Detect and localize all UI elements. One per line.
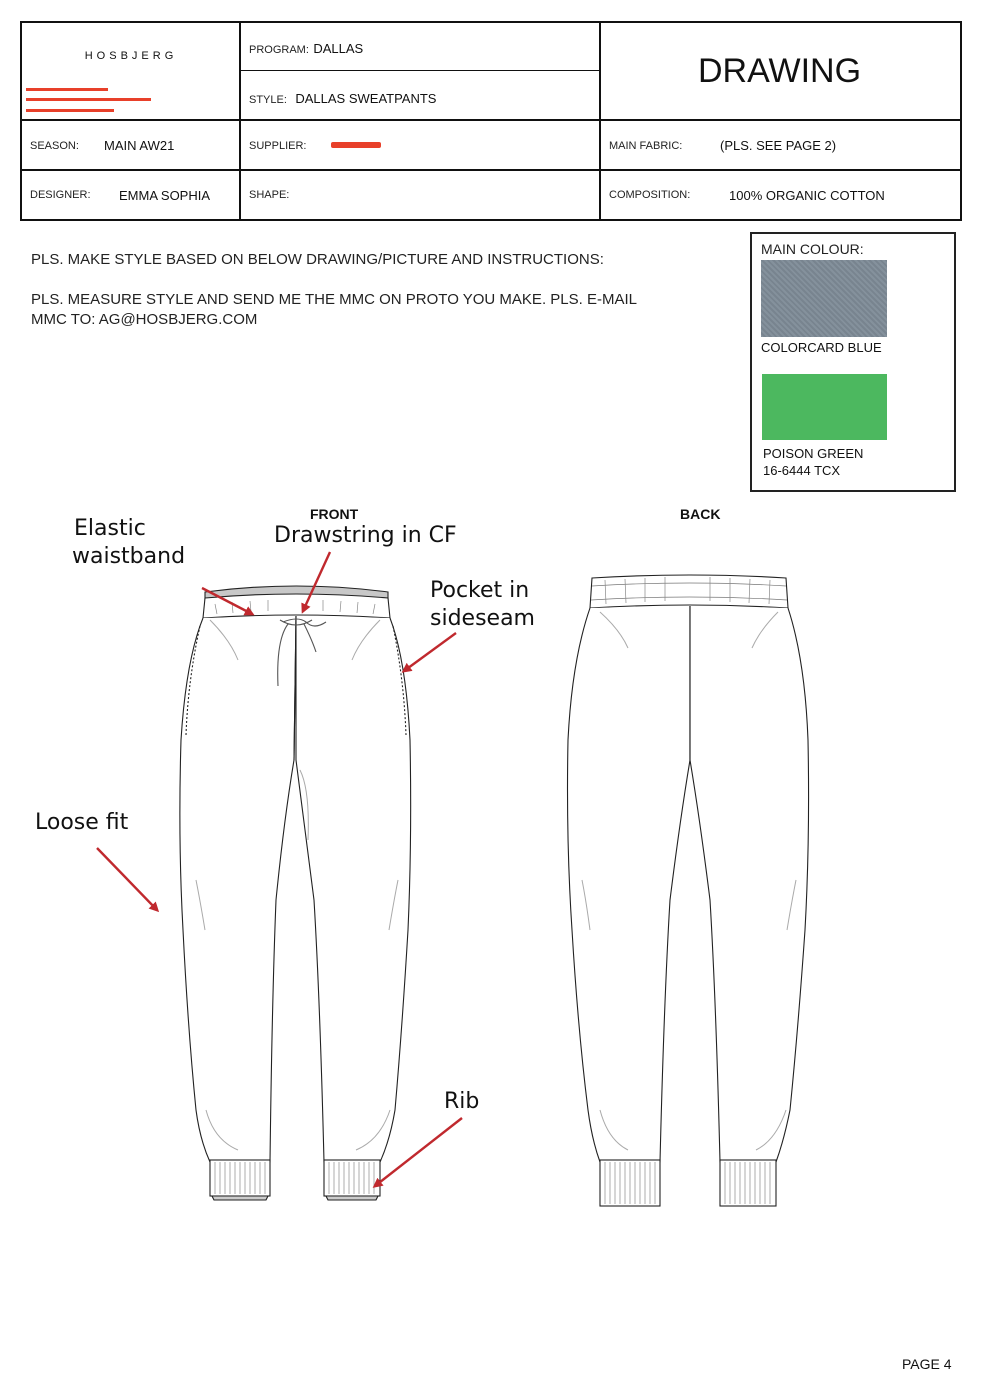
- annotation-loose-fit: Loose fit: [35, 810, 129, 835]
- designer-value: EMMA SOPHIA: [119, 188, 211, 203]
- program-value: DALLAS: [313, 41, 364, 56]
- swatch-1-name: COLORCARD BLUE: [761, 340, 882, 355]
- shape-label: SHAPE:: [249, 189, 290, 201]
- main-fabric-label: MAIN FABRIC:: [609, 140, 683, 152]
- composition-label: COMPOSITION:: [609, 189, 691, 201]
- season-label: SEASON:: [30, 140, 79, 152]
- front-waistband: [203, 594, 390, 618]
- back-right-cuff: [720, 1160, 776, 1206]
- annotation-elastic-1: Elastic: [74, 516, 146, 541]
- annotation-elastic-2: waistband: [72, 544, 186, 569]
- annotation-rib: Rib: [444, 1089, 480, 1114]
- composition-value: 100% ORGANIC COTTON: [729, 188, 885, 203]
- arrow-loose-fit: [97, 848, 157, 910]
- instruction-line-1: PLS. MAKE STYLE BASED ON BELOW DRAWING/PICTURE AND INSTRUCTIONS:: [31, 251, 604, 268]
- annotation-pocket-1: Pocket in: [430, 578, 530, 603]
- page-title: DRAWING: [697, 52, 862, 90]
- instruction-line-2: PLS. MEASURE STYLE AND SEND ME THE MMC ON PROTO YOU MAKE. PLS. E-MAIL: [31, 291, 637, 308]
- swatch-2-code: 16-6444 TCX: [763, 463, 841, 478]
- front-pants-drawing: [180, 586, 411, 1200]
- season-value: MAIN AW21: [104, 138, 175, 153]
- colour-box-title: MAIN COLOUR:: [761, 241, 864, 257]
- supplier-label: SUPPLIER:: [249, 140, 307, 152]
- front-cuff-bottom-shade: [212, 1196, 378, 1200]
- designer-label: DESIGNER:: [30, 189, 91, 201]
- back-waistband: [590, 575, 788, 608]
- style-label: STYLE:: [249, 94, 287, 106]
- front-right-cuff: [324, 1160, 380, 1196]
- arrow-pocket: [404, 633, 456, 671]
- front-right-leg-outline: [296, 616, 411, 1162]
- swatch-2-name: POISON GREEN: [763, 446, 864, 461]
- brand-logo: HOSBJERG: [84, 50, 178, 62]
- page-number: PAGE 4: [902, 1356, 952, 1372]
- instruction-line-3: MMC TO: AG@HOSBJERG.COM: [31, 311, 258, 328]
- program-label: PROGRAM:: [249, 44, 309, 56]
- annotation-pocket-2: sideseam: [430, 606, 535, 631]
- style-value: DALLAS SWEATPANTS: [295, 91, 437, 106]
- main-fabric-value: (PLS. SEE PAGE 2): [720, 138, 837, 153]
- back-cuff-ribbing: [605, 1162, 770, 1204]
- back-left-leg-outline: [568, 606, 691, 1162]
- back-pants-drawing: [568, 575, 809, 1206]
- front-view-label: FRONT: [310, 506, 359, 522]
- back-right-leg-outline: [690, 606, 809, 1162]
- back-view-label: BACK: [680, 506, 721, 522]
- annotation-drawstring: Drawstring in CF: [274, 523, 457, 548]
